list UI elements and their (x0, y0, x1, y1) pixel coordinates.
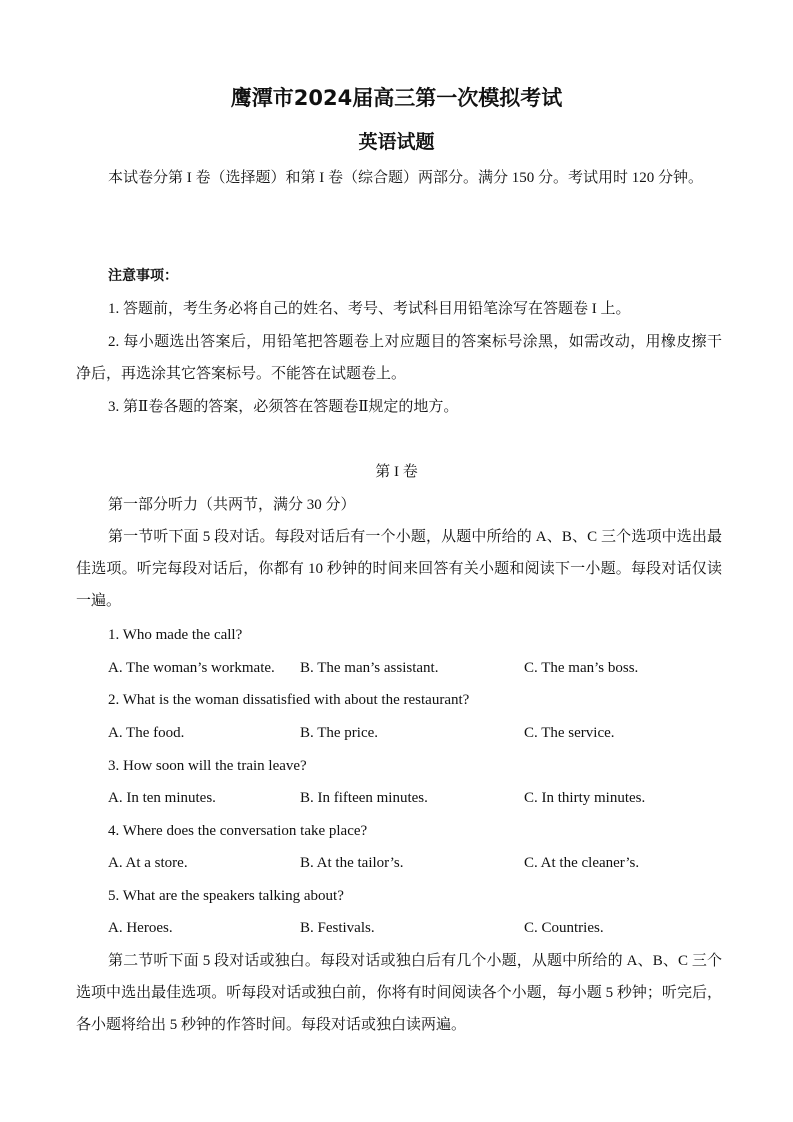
option-2b: B. The price. (300, 725, 379, 741)
section2-instructions: 第二节听下面 5 段对话或独白。每段对话或独白后有几个小题，从题中所给的 A、B、C 三个选项中选出最佳选项。听每段对话或独白前，你将有时间阅读各个小题，每小题 5 秒钟；听完后，各小题将给出 5 秒钟的作答时间。每段对话或独白读两遍。 (76, 953, 722, 1033)
note-item-1: 1. 答题前，考生务必将自己的姓名、考号、考试科目用铅笔涂写在答题卷 I 上。 (108, 301, 631, 317)
option-4a: A. At a store. (108, 855, 188, 871)
option-5b: B. Festivals. (300, 920, 375, 936)
question-5: 5. What are the speakers talking about? (108, 888, 344, 904)
part1-heading: 第一部分听力（共两节，满分 30 分） (108, 497, 356, 513)
notes-heading: 注意事项： (108, 268, 178, 284)
exam-title: 鹰潭市2024届高三第一次模拟考试 (230, 86, 563, 110)
question-1: 1. Who made the call? (108, 627, 243, 643)
question-2: 2. What is the woman dissatisfied with about the restaurant? (108, 692, 470, 708)
option-1c: C. The man’s boss. (524, 660, 639, 676)
option-2c: C. The service. (524, 725, 615, 741)
option-2a: A. The food. (108, 725, 185, 741)
option-3b: B. In fifteen minutes. (300, 790, 428, 806)
note-item-2: 2. 每小题选出答案后，用铅笔把答题卷上对应题目的答案标号涂黑，如需改动，用橡皮擦干净后，再选涂其它答案标号。不能答在试题卷上。 (76, 334, 722, 382)
option-1a: A. The woman’s workmate. (108, 660, 275, 676)
option-3a: A. In ten minutes. (108, 790, 216, 806)
note-item-3: 3. 第Ⅱ卷各题的答案，必须答在答题卷Ⅱ规定的地方。 (108, 399, 459, 415)
question-4: 4. Where does the conversation take place? (108, 823, 368, 839)
option-1b: B. The man’s assistant. (300, 660, 439, 676)
intro-paragraph: 本试卷分第 I 卷（选择题）和第 I 卷（综合题）两部分。满分 150 分。考试用时 120 分钟。 (108, 170, 703, 186)
option-5c: C. Countries. (524, 920, 604, 936)
question-3: 3. How soon will the train leave? (108, 758, 307, 774)
exam-subtitle: 英语试题 (358, 131, 435, 153)
option-4c: C. At the cleaner’s. (524, 855, 640, 871)
volume-label: 第 I 卷 (375, 464, 418, 480)
option-3c: C. In thirty minutes. (524, 790, 646, 806)
option-4b: B. At the tailor’s. (300, 855, 404, 871)
option-5a: A. Heroes. (108, 920, 173, 936)
section1-instructions: 第一节听下面 5 段对话。每段对话后有一个小题，从题中所给的 A、B、C 三个选项中选出最佳选项。听完每段对话后，你都有 10 秒钟的时间来回答有关小题和阅读下一小题。每段对话仅读一遍。 (76, 529, 722, 609)
